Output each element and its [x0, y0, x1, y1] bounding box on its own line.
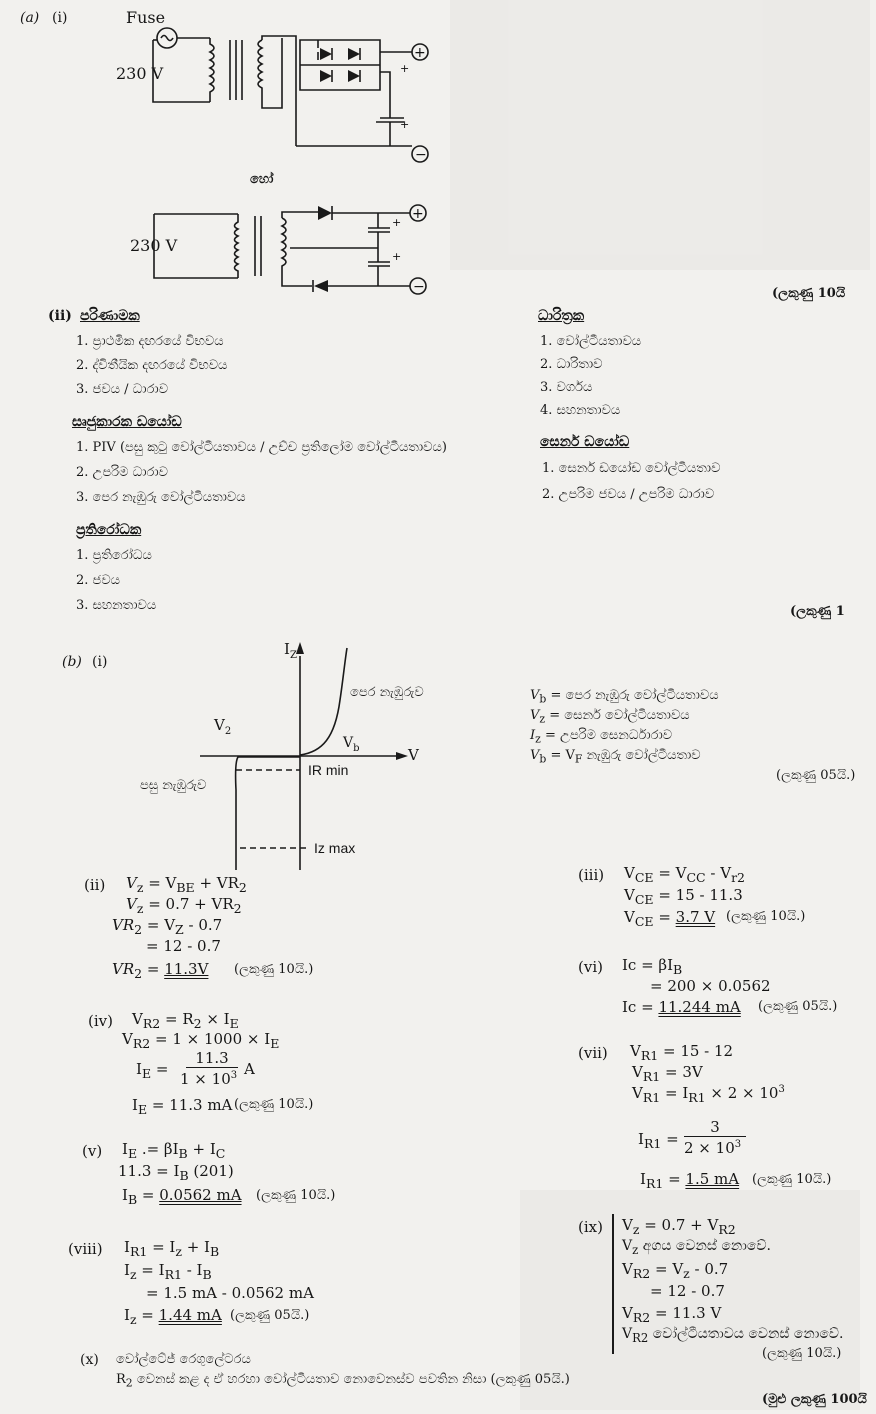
ix-line: $V_z$ අගය වෙනස් නොවේ. [622, 1238, 771, 1257]
transformer-item: 2. ද්විතීයික දඟරයේ විභවය [76, 358, 228, 373]
v2-label: $V_2$ [214, 716, 232, 737]
part-a-i-label: (i) [52, 10, 68, 26]
ix-line: $V_{R2} = 11.3$ V [622, 1304, 722, 1325]
marks-a-i: (ලකුණු 10යි [772, 286, 846, 301]
vii-fraction-line: $I_{R1}$ = [638, 1130, 679, 1151]
iii-label: (iii) [578, 866, 605, 884]
part-a-ii-label: (ii) [48, 308, 72, 324]
rectifier-diode-title: සෘජුකාරක ඩයෝඩ [72, 414, 182, 430]
marks-iv: (ලකුණු 10යි.) [234, 1097, 314, 1112]
iv-unit: A [244, 1060, 255, 1078]
total-marks: (මුළු ලකුණු 100යි [762, 1392, 867, 1407]
marks-vii: (ලකුණු 10යි.) [752, 1172, 832, 1187]
ii-line: $V_z = V_{BE} + VR_2$ [126, 874, 247, 895]
marks-b-i: (ලකුණු 05යි.) [776, 768, 856, 783]
ix-line: $V_{R2} = V_z - 0.7$ [622, 1260, 729, 1281]
or-label: හෝ [250, 172, 274, 187]
vi-label: (vi) [578, 958, 603, 976]
x-line: වෝල්ටේජ් රෙගුලේටරය [116, 1352, 251, 1367]
ix-line: = 12 - 0.7 [650, 1282, 725, 1300]
rectifier-diode-item: 1. PIV (පසු කුටු වෝල්ටීයතාවය / උච්ච ප්‍රතිලෝම වෝල්ටීයතාවය) [76, 440, 447, 455]
ii-line: $V_z = 0.7 + VR_2$ [126, 895, 242, 916]
iv-denominator: $1 \times 10^3$ [180, 1070, 238, 1088]
ir-min-label: IR min [308, 762, 349, 778]
ii-label: (ii) [84, 876, 106, 894]
x-label: (x) [80, 1352, 99, 1368]
v-line: $11.3 = I_B$ (201) [118, 1162, 234, 1183]
forward-bias-label: පෙර නැඹුරුව [350, 685, 424, 700]
iii-line: $V_{CE} = V_{CC} - V_{r2}$ [624, 864, 745, 885]
v-axis-label: V [408, 746, 419, 764]
svg-text:−: − [415, 147, 427, 163]
svg-text:−: − [413, 279, 425, 295]
legend-line: $I_z$ = උපරිම සෙනර්ධාරාව [530, 728, 673, 746]
ix-bracket [612, 1214, 614, 1354]
ii-result: $VR_2 = 11.3V$ [112, 960, 209, 981]
vi-result: Ic = 11.244 mA [622, 998, 741, 1016]
viii-result: $I_z = 1.44$ mA [124, 1306, 222, 1327]
iv-label: (iv) [88, 1012, 113, 1030]
resistor-item: 2. ජවය [76, 573, 121, 588]
voltage-label-2: 230 V [130, 236, 178, 255]
legend-line: $V_b = V_F$ නැඹුරු වෝල්ටීයතාව [530, 748, 701, 766]
voltage-label-1: 230 V [116, 64, 164, 83]
viii-line: $I_{R1} = I_z + I_B$ [124, 1238, 220, 1259]
zener-diode-item: 1. සෙනර් ඩයෝඩ වෝල්ටීයතාව [542, 461, 721, 476]
marks-ii: (ලකුණු 10යි.) [234, 962, 314, 977]
part-b-label: (b) [62, 654, 82, 670]
legend-line: $V_b$ = පෙර නැඹුරු වෝල්ටීයතාවය [530, 688, 719, 706]
vii-label: (vii) [578, 1044, 608, 1062]
svg-text:+: + [412, 206, 424, 222]
viii-label: (viii) [68, 1240, 103, 1258]
vii-line: $V_{R1} = 3V$ [632, 1063, 703, 1084]
ix-line: $V_z = 0.7 + V_{R2}$ [622, 1216, 736, 1237]
viii-line: = 1.5 mA - 0.0562 mA [146, 1284, 314, 1302]
iz-axis-label: $I_Z$ [284, 640, 297, 661]
reverse-bias-label: පසු නැඹුරුව [140, 778, 207, 793]
marks-ix: (ලකුණු 10යි.) [762, 1346, 842, 1361]
iv-line: $V_{R2} = 1 \times 1000 \times I_E$ [122, 1030, 280, 1051]
svg-text:+: + [392, 250, 402, 263]
iii-line: $V_{CE} = 15 - 11.3$ [624, 886, 743, 907]
ii-line: = 12 - 0.7 [146, 937, 221, 955]
zener-diode-title: සෙනර් ඩයෝඩ [540, 434, 630, 450]
svg-text:+: + [414, 45, 426, 61]
capacitor-title: ධාරිත්‍රක [538, 308, 585, 324]
vii-line: $V_{R1} = I_{R1} \times 2 \times 10^3$ [632, 1084, 785, 1105]
capacitor-item: 3. වර්ගය [540, 380, 593, 395]
iz-max-label: Iz max [314, 840, 356, 856]
ix-line: $V_{R2}$ වෝල්ටීයතාවය වෙනස් නොවේ. [622, 1326, 844, 1345]
marks-vi: (ලකුණු 05යි.) [758, 999, 838, 1014]
vi-line: = 200 × 0.0562 [650, 977, 771, 995]
capacitor-item: 4. සහනතාවය [540, 403, 621, 418]
capacitor-item: 2. ධාරිතාව [540, 357, 603, 372]
transformer-title: පරිණාමක [80, 308, 140, 324]
marks-viii: (ලකුණු 05යි.) [230, 1308, 310, 1323]
resistor-title: ප්‍රතිරෝධක [76, 522, 142, 538]
vii-numerator: 3 [684, 1118, 746, 1137]
legend-line: $V_z$ = සෙනර් වෝල්ටීයතාවය [530, 708, 690, 726]
marks-v: (ලකුණු 10යි.) [256, 1188, 336, 1203]
x-line: $R_2$ වෙනස් කළ ද ඒ හරහා වෝල්ටීයතාව නොවෙනස්ව පවතින නිසා (ලකුණු 05යි.) [116, 1372, 570, 1390]
rectifier-diode-item: 3. පෙර නැඹුරු වෝල්ටීයතාවය [76, 490, 246, 505]
resistor-item: 3. සහනතාවය [76, 598, 157, 613]
svg-text:+: + [400, 62, 410, 75]
transformer-item: 3. ජවය / ධාරාව [76, 382, 169, 397]
ix-label: (ix) [578, 1218, 603, 1236]
vii-denominator: $2 \times 10^3$ [684, 1139, 742, 1157]
vi-line: $Ic = \beta I_B$ [622, 956, 683, 977]
v-label: (v) [82, 1142, 103, 1160]
v-line: $I_E$ .= $\beta I_B + I_C$ [122, 1140, 226, 1161]
iv-line: $V_{R2} = R_2 \times I_E$ [132, 1010, 239, 1031]
rectifier-diode-item: 2. උපරිම ධාරාව [76, 465, 168, 480]
v-result: $I_B = 0.0562$ mA [122, 1186, 242, 1207]
resistor-item: 1. ප්‍රතිරෝධය [76, 548, 152, 563]
iv-result: $I_E = 11.3$ mA [132, 1096, 233, 1117]
vb-label: $V_b$ [343, 735, 360, 754]
vii-result: $I_{R1} = 1.5$ mA [640, 1170, 740, 1191]
iv-numerator: 11.3 [186, 1049, 238, 1068]
part-b-i-label: (i) [92, 654, 108, 670]
marks-iii: (ලකුණු 10යි.) [726, 909, 806, 924]
transformer-item: 1. ප්‍රාථමික දඟරයේ විභවය [76, 334, 224, 349]
capacitor-item: 1. වෝල්ටීයතාවය [540, 334, 642, 349]
zener-diode-item: 2. උපරිම ජවය / උපරිම ධාරාව [542, 487, 715, 502]
marks-a-ii: (ලකුණු 1 [790, 604, 845, 619]
ii-line: $VR_2 = V_Z - 0.7$ [112, 916, 223, 937]
iv-fraction-line: $I_E$ = [136, 1060, 169, 1081]
svg-text:+: + [392, 216, 402, 229]
vii-line: $V_{R1} = 15 - 12$ [630, 1042, 734, 1063]
part-a-label: (a) [20, 10, 40, 26]
reverse-curve [236, 757, 300, 870]
fuse-label: Fuse [126, 8, 166, 27]
forward-curve [300, 648, 347, 755]
iii-result: $V_{CE} = 3.7$ V [624, 908, 716, 929]
svg-text:+: + [400, 118, 410, 131]
viii-line: $I_z = I_{R1} - I_B$ [124, 1261, 212, 1282]
